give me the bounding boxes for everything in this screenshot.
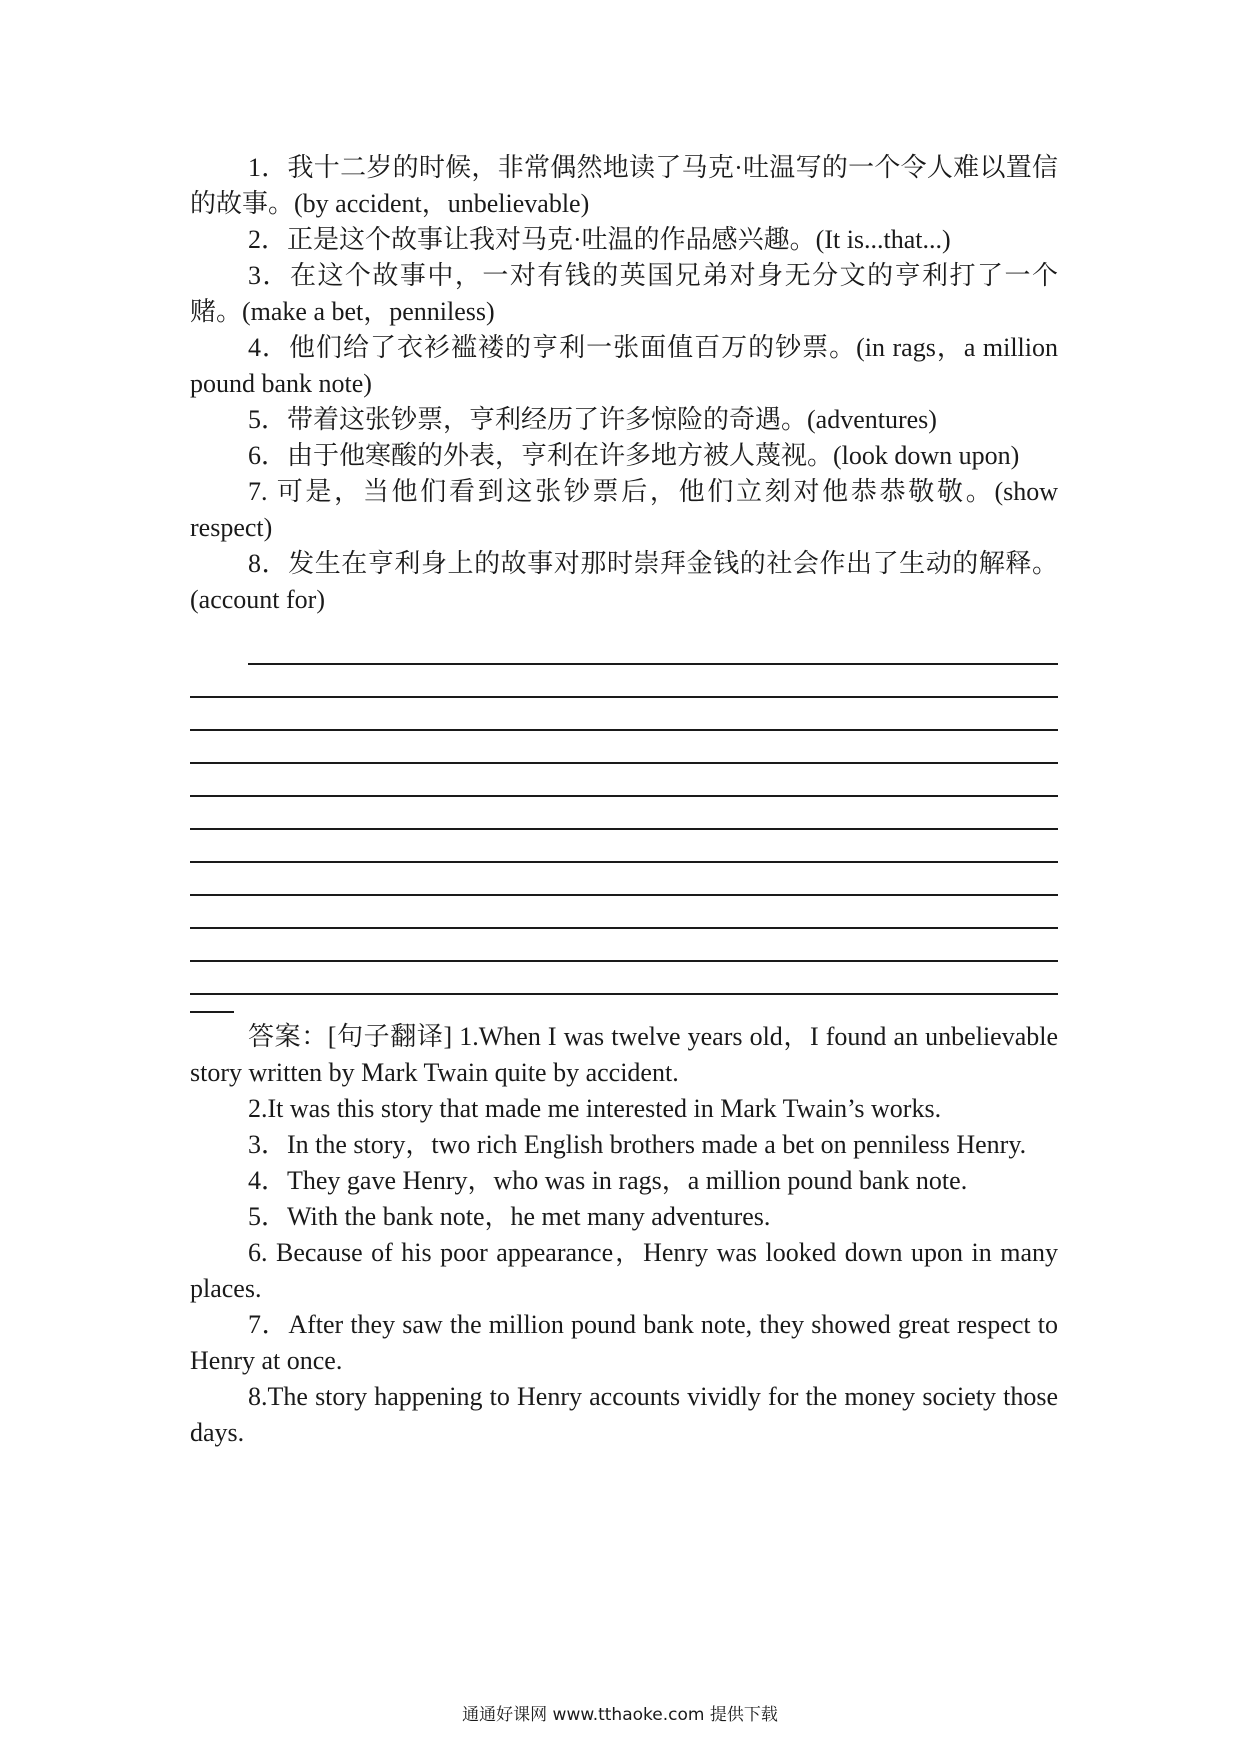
question-8: 8．发生在亨利身上的故事对那时崇拜金钱的社会作出了生动的解释。(account for) bbox=[190, 549, 1058, 614]
question-2: 2．正是这个故事让我对马克·吐温的作品感兴趣。(It is...that...) bbox=[248, 225, 951, 254]
questions-section bbox=[190, 150, 1058, 618]
answer-2: 2.It was this story that made me interested in Mark Twain’s works. bbox=[248, 1094, 942, 1123]
question-4: 4．他们给了衣衫褴褛的亨利一张面值百万的钞票。(in rags，a million pound bank note) bbox=[190, 333, 1058, 398]
question-1: 1．我十二岁的时候，非常偶然地读了马克·吐温写的一个令人难以置信的故事。(by accident，unbelievable) bbox=[190, 153, 1058, 218]
answer-8: 8.The story happening to Henry accounts vividly for the money society those days. bbox=[190, 1382, 1058, 1447]
writing-line bbox=[190, 896, 1058, 929]
question-6: 6．由于他寒酸的外表，亨利在许多地方被人蔑视。(look down upon) bbox=[248, 441, 1020, 470]
answer-writing-lines bbox=[190, 632, 1058, 1013]
writing-line bbox=[190, 863, 1058, 896]
writing-line bbox=[190, 830, 1058, 863]
writing-line bbox=[190, 731, 1058, 764]
writing-line bbox=[190, 698, 1058, 731]
writing-line bbox=[190, 929, 1058, 962]
page-footer: 通通好课网 www.tthaoke.com 提供下载 bbox=[462, 1705, 778, 1725]
answer-1-text: 1.When I was twelve years old，I found an unbelievable story written by Mark Twain quite by accident. bbox=[190, 1022, 1059, 1087]
worksheet bbox=[190, 150, 1058, 1451]
answer-heading: 答案：[句子翻译] bbox=[248, 1022, 453, 1051]
answer-6: 6. Because of his poor appearance，Henry was looked down upon in many places. bbox=[190, 1238, 1058, 1303]
writing-line-end bbox=[190, 995, 234, 1013]
answer-5: 5．With the bank note，he met many adventures. bbox=[248, 1202, 771, 1231]
writing-line bbox=[190, 797, 1058, 830]
answer-1 bbox=[190, 1019, 1058, 1091]
answers-section bbox=[190, 1019, 1058, 1451]
question-5: 5．带着这张钞票，亨利经历了许多惊险的奇遇。(adventures) bbox=[248, 405, 937, 434]
question-3: 3．在这个故事中，一对有钱的英国兄弟对身无分文的亨利打了一个赌。(make a bet，penniless) bbox=[190, 261, 1058, 326]
answer-4: 4．They gave Henry，who was in rags，a million pound bank note. bbox=[248, 1166, 968, 1195]
answer-7: 7．After they saw the million pound bank note, they showed great respect to Henry at once. bbox=[190, 1310, 1058, 1375]
writing-line bbox=[190, 665, 1058, 698]
writing-line bbox=[248, 632, 1058, 665]
question-7: 7. 可是，当他们看到这张钞票后，他们立刻对他恭恭敬敬。(show respect) bbox=[190, 477, 1058, 542]
answer-3: 3．In the story，two rich English brothers made a bet on penniless Henry. bbox=[248, 1130, 1027, 1159]
writing-line bbox=[190, 764, 1058, 797]
writing-line bbox=[190, 962, 1058, 995]
